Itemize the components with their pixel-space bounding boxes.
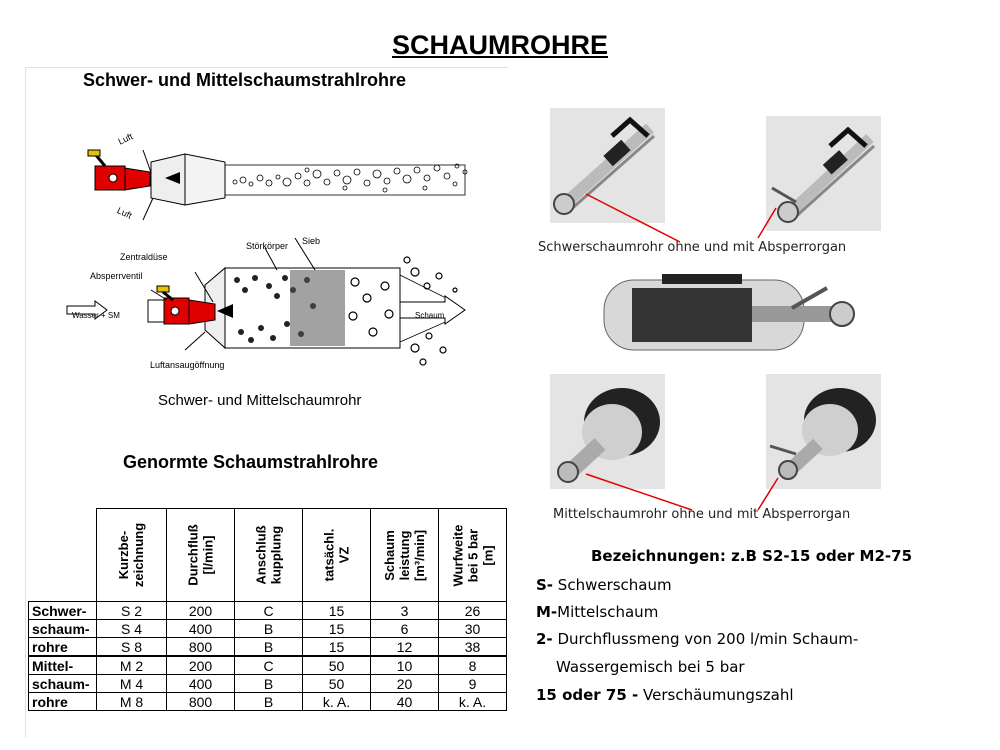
table-cell: 200	[167, 656, 235, 675]
table-cell: 6	[371, 620, 439, 638]
table-cell: 20	[371, 675, 439, 693]
medium-foam-nozzle-valve-photo	[766, 374, 881, 489]
col-header-label: Wurfweite bei 5 bar [m]	[449, 524, 495, 586]
table-cell: S 2	[97, 602, 167, 620]
table-cell: M 4	[97, 675, 167, 693]
table-cell: 50	[303, 675, 371, 693]
table-cell: C	[235, 602, 303, 620]
table-row	[29, 693, 507, 711]
heavy-foam-caption: Schwerschaumrohr ohne und mit Absperrorgan	[538, 240, 847, 255]
table-cell: 26	[439, 602, 507, 620]
table-cell: B	[235, 638, 303, 657]
col-header	[439, 509, 507, 602]
table-cell: S 8	[97, 638, 167, 657]
table-cell: M 2	[97, 656, 167, 675]
heavy-foam-nozzle-valve-photo	[766, 116, 881, 231]
table-cell: M 8	[97, 693, 167, 711]
label-sieb: Sieb	[302, 236, 321, 246]
table-row	[29, 638, 507, 657]
legend-heading: Bezeichnungen: z.B S2-15 oder M2-75	[591, 547, 913, 565]
label-luft-bottom: Luft	[115, 205, 134, 221]
col-header	[235, 509, 303, 602]
table-cell: B	[235, 693, 303, 711]
table-cell: 38	[439, 638, 507, 657]
medium-foam-cutaway-illustration	[592, 268, 870, 358]
label-absperrventil: Absperrventil	[90, 271, 143, 281]
legend-item	[556, 658, 745, 676]
table-cell: 30	[439, 620, 507, 638]
col-header	[371, 509, 439, 602]
legend-text: Wassergemisch bei 5 bar	[556, 658, 745, 676]
group-label: schaum-	[29, 675, 97, 693]
table-cell: 50	[303, 656, 371, 675]
col-header-label: Anschluß kupplung	[253, 525, 284, 585]
label-luft-top: Luft	[116, 131, 135, 147]
heavy-foam-nozzle-valve-illustration	[766, 116, 881, 231]
legend-item	[536, 603, 658, 621]
legend-key: 2-	[536, 630, 553, 648]
label-luftansaug: Luftansaugöffnung	[150, 360, 225, 370]
col-header	[97, 509, 167, 602]
table-row	[29, 675, 507, 693]
legend-item	[536, 686, 794, 704]
table-cell: B	[235, 620, 303, 638]
table-cell: 8	[439, 656, 507, 675]
table-cell: 40	[371, 693, 439, 711]
label-stoerkoerper: Störkörper	[246, 241, 289, 251]
col-header	[303, 509, 371, 602]
legend-text: Mittelschaum	[557, 603, 659, 621]
col-header-label: Schaum leistung [m³/min]	[382, 529, 427, 581]
label-wasser-sm: Wasser + SM	[72, 311, 120, 320]
group-label: Mittel-	[29, 656, 97, 675]
label-zentralduese: Zentraldüse	[120, 252, 168, 262]
table-cell: 800	[167, 693, 235, 711]
table-row	[29, 656, 507, 675]
group-label: Schwer-	[29, 602, 97, 620]
table-corner	[29, 509, 97, 602]
col-header-label: Durchfluß [l/min]	[185, 524, 216, 586]
table-cell: S 4	[97, 620, 167, 638]
legend-key: 15 oder 75 -	[536, 686, 639, 704]
heavy-foam-nozzle-drawing	[88, 150, 467, 220]
table-cell: k. A.	[303, 693, 371, 711]
table-cell: 15	[303, 638, 371, 657]
legend-key: M-	[536, 603, 558, 621]
medium-foam-cutaway-photo	[592, 268, 870, 358]
scan-heading: Schwer- und Mittelschaumstrahlrohre	[83, 70, 407, 90]
legend-item	[536, 576, 672, 594]
legend-text: Durchflussmeng von 200 l/min Schaum-	[552, 630, 859, 648]
table-cell: 3	[371, 602, 439, 620]
medium-foam-nozzle-valve-illustration	[766, 374, 881, 489]
group-label: rohre	[29, 693, 97, 711]
table-cell: 200	[167, 602, 235, 620]
table-cell: 800	[167, 638, 235, 657]
diagram-caption: Schwer- und Mittelschaumrohr	[158, 392, 362, 409]
label-schaum: Schaum	[415, 311, 445, 320]
table-row	[29, 620, 507, 638]
table-cell: C	[235, 656, 303, 675]
medium-foam-caption: Mittelschaumrohr ohne und mit Absperrorgan	[553, 507, 851, 522]
col-header-label: Kurzbe- zeichnung	[116, 522, 147, 588]
col-header-label: tatsächl. VZ	[321, 528, 352, 582]
page-title: SCHAUMROHRE	[392, 30, 608, 60]
table-cell: 400	[167, 620, 235, 638]
legend-key: S-	[536, 576, 554, 594]
table-cell: 15	[303, 602, 371, 620]
group-label: schaum-	[29, 620, 97, 638]
legend-text: Verschäumungszahl	[638, 686, 794, 704]
table-heading: Genormte Schaumstrahlrohre	[123, 452, 379, 472]
table-cell: 12	[371, 638, 439, 657]
table-row	[29, 602, 507, 620]
table-cell: k. A.	[439, 693, 507, 711]
legend-item	[536, 630, 858, 648]
legend-text: Schwerschaum	[553, 576, 672, 594]
heavy-foam-pointer-lines	[580, 190, 780, 260]
table-cell: B	[235, 675, 303, 693]
table-cell: 10	[371, 656, 439, 675]
col-header	[167, 509, 235, 602]
group-label: rohre	[29, 638, 97, 657]
table-cell: 9	[439, 675, 507, 693]
table-cell: 400	[167, 675, 235, 693]
standard-nozzle-table	[28, 508, 507, 711]
table-cell: 15	[303, 620, 371, 638]
